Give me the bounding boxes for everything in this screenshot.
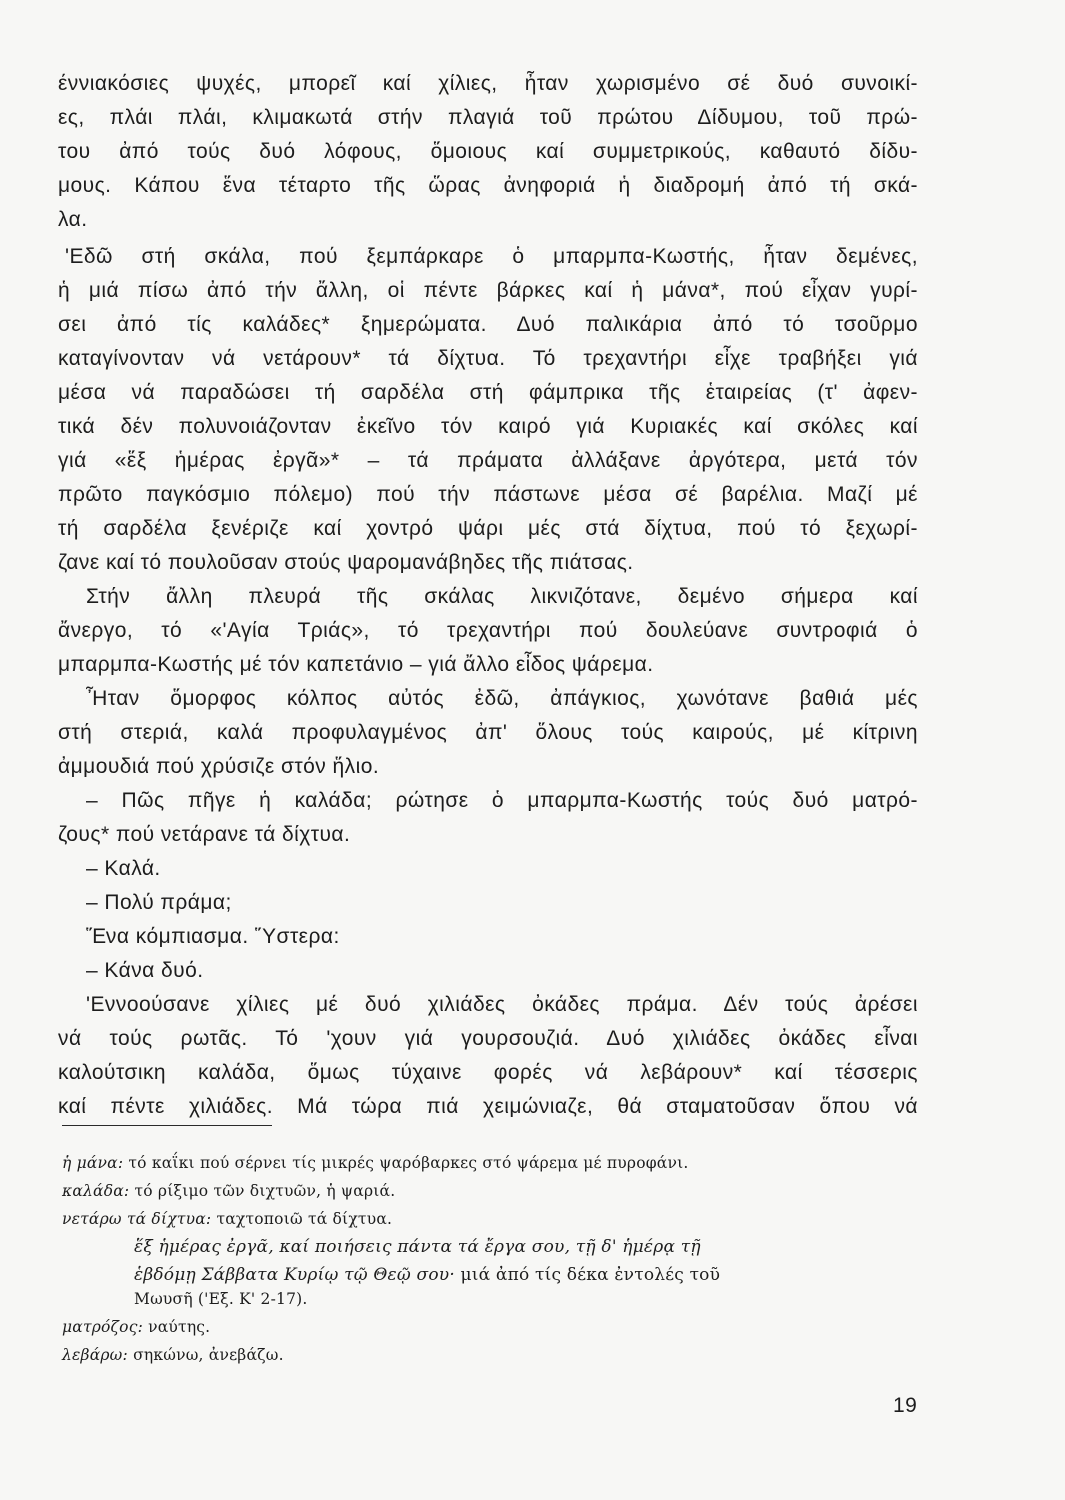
text-line: ες, πλάι πλάι, κλιμακωτά στήν πλαγιά τοῦ πρώτου Δίδυμου, τοῦ πρώ- — [58, 106, 918, 129]
text-line: στή στεριά, καλά προφυλαγμένος ἀπ' ὅλους τούς καιρούς, μέ κίτρινη — [58, 721, 918, 744]
text-line: ζους* πού νετάρανε τά δίχτυα. — [58, 823, 351, 846]
footnote-text: ταχτοποιῶ τά δίχτυα. — [211, 1210, 393, 1228]
footnote-term: λεβάρω: — [62, 1346, 128, 1364]
footnote-text: ναύτης. — [143, 1318, 211, 1336]
footnote — [62, 1206, 932, 1232]
text-line: – Πῶς πῆγε ἡ καλάδα; ρώτησε ὁ μπαρμπα-Κωστής τούς δυό ματρό- — [86, 789, 918, 812]
text-line: ἄνεργο, τό «'Αγία Τριάς», τό τρεχαντήρι πού δουλεύανε συντροφιά ὁ — [58, 619, 918, 642]
text-line: νά τούς ρωτᾶς. Τό 'χουν γιά γουρσουζιά. Δυό χιλιάδες ὀκάδες εἶναι — [58, 1027, 918, 1050]
footnote — [62, 1150, 932, 1176]
footnote — [134, 1286, 1004, 1312]
footnote — [134, 1262, 1004, 1288]
text-line: 'Εδῶ στή σκάλα, πού ξεμπάρκαρε ὁ μπαρμπα-Κωστής, ἦταν δεμένες, — [65, 245, 918, 268]
text-line: τικά δέν πολυνοιάζονταν ἐκεῖνο τόν καιρό γιά Κυριακές καί σκόλες καί — [58, 415, 918, 438]
text-line: Ἕνα κόμπιασμα. Ὕστερα: — [86, 925, 340, 948]
text-line: έννιακόσιες ψυχές, μπορεῖ καί χίλιες, ἦταν χωρισμένο σέ δυό συνοικί- — [58, 72, 918, 95]
text-line: τή σαρδέλα ξενέριζε καί χοντρό ψάρι μές στά δίχτυα, πού τό ξεχωρί- — [58, 517, 918, 540]
text-line: Ἦταν ὅμορφος κόλπος αὐτός ἐδῶ, ἀπάγκιος, χωνότανε βαθιά μές — [86, 687, 918, 710]
text-line: ζανε καί τό πουλοῦσαν στούς ψαρομανάβηδες τῆς πιάτσας. — [58, 551, 634, 574]
footnote-text: σηκώνω, ἀνεβάζω. — [127, 1346, 284, 1364]
footnote-text: τό ρίξιμο τῶν διχτυῶν, ἡ ψαριά. — [129, 1182, 396, 1200]
footnote-divider — [62, 1125, 272, 1126]
footnote-text: τό καΐκι πού σέρνει τίς μικρές ψαρόβαρκες στό ψάρεμα μέ πυροφάνι. — [123, 1154, 689, 1172]
footnote-term: ἡ μάνα: — [62, 1154, 124, 1172]
text-line: του ἀπό τούς δυό λόφους, ὅμοιους καί συμμετρικούς, καθαυτό δίδυ- — [58, 140, 918, 163]
footnote-term: ἕξ ἡμέρας ἐργᾶ, καί ποιήσεις πάντα τά ἔργα σου, τῇ δ' ἡμέρᾳ τῇ — [134, 1237, 701, 1257]
text-line: καταγίνονταν νά νετάρουν* τά δίχτυα. Τό τρεχαντήρι εἶχε τραβήξει γιά — [58, 347, 918, 370]
text-line: ἀμμουδιά πού χρύσιζε στόν ἥλιο. — [58, 755, 380, 778]
text-line: σει ἀπό τίς καλάδες* ξημερώματα. Δυό παλικάρια ἀπό τό τσοῦρμο — [58, 313, 918, 336]
footnote — [62, 1314, 932, 1340]
footnote-text: Μωυσῆ ('Εξ. Κ' 2-17). — [134, 1290, 308, 1308]
footnote-term: καλάδα: — [62, 1182, 130, 1200]
text-line: ἡ μιά πίσω ἀπό τήν ἄλλη, οἱ πέντε βάρκες καί ἡ μάνα*, πού εἶχαν γυρί- — [58, 279, 918, 302]
footnote — [134, 1234, 1004, 1260]
text-line: 'Εννοούσανε χίλιες μέ δυό χιλιάδες ὀκάδες πράμα. Δέν τούς ἀρέσει — [86, 993, 918, 1016]
text-line: λα. — [58, 208, 88, 231]
text-line: – Καλά. — [86, 857, 161, 880]
page-number: 19 — [893, 1394, 918, 1417]
text-line: Στήν ἄλλη πλευρά τῆς σκάλας λικνιζότανε, δεμένο σήμερα καί — [86, 585, 918, 608]
footnote-term: ματρόζος: — [62, 1318, 143, 1336]
text-line: γιά «ἕξ ἡμέρας ἐργᾶ»* – τά πράματα ἀλλάξανε ἀργότερα, μετά τόν — [58, 449, 918, 472]
footnote-term: νετάρω τά δίχτυα: — [62, 1210, 212, 1228]
text-line: – Κάνα δυό. — [86, 959, 204, 982]
text-line: καλούτσικη καλάδα, ὅμως τύχαινε φορές νά λεβάρουν* καί τέσσερις — [58, 1061, 918, 1084]
text-line: καί πέντε χιλιάδες. Μά τώρα πιά χειμώνιαζε, θά σταματοῦσαν ὅπου νά — [58, 1095, 918, 1118]
text-line: – Πολύ πράμα; — [86, 891, 232, 914]
text-line: μους. Κάπου ἕνα τέταρτο τῆς ὥρας ἀνηφοριά ἡ διαδρομή ἀπό τή σκά- — [58, 174, 918, 197]
text-line: πρῶτο παγκόσμιο πόλεμο) πού τήν πάστωνε μέσα σέ βαρέλια. Μαζί μέ — [58, 483, 918, 506]
text-line: μπαρμπα-Κωστής μέ τόν καπετάνιο – γιά ἄλλο εἶδος ψάρεμα. — [58, 653, 654, 676]
footnote — [62, 1342, 932, 1368]
footnote-term: ἑβδόμῃ Σάββατα Κυρίῳ τῷ Θεῷ σου· — [134, 1265, 455, 1285]
text-line: μέσα νά παραδώσει τή σαρδέλα στή φάμπρικα τῆς ἑταιρείας (τ' ἀφεν- — [58, 381, 918, 404]
footnote — [62, 1178, 932, 1204]
footnote-text: μιά ἀπό τίς δέκα ἐντολές τοῦ — [454, 1265, 721, 1285]
